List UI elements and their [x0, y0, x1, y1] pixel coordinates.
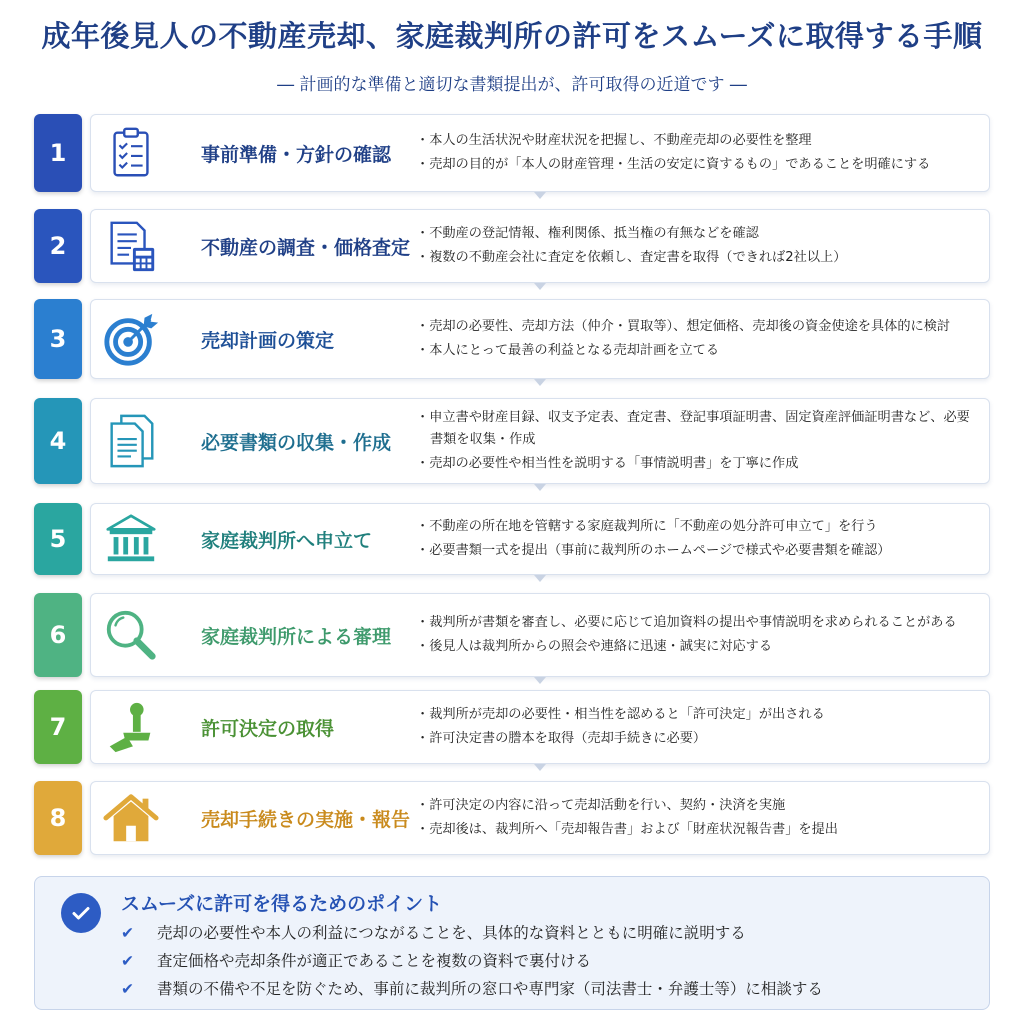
- down-arrow-icon: [534, 192, 546, 199]
- step-7: [34, 690, 990, 764]
- step-number-badge: 5: [34, 503, 82, 575]
- step-number-badge: 6: [34, 593, 82, 677]
- step-2: [34, 209, 990, 283]
- point-item: [121, 919, 969, 947]
- magnifier-icon: [91, 594, 171, 676]
- step-5: [34, 503, 990, 575]
- step-title: 売却手続きの実施・報告: [201, 808, 411, 831]
- step-description: [416, 514, 989, 564]
- step-description: [416, 610, 989, 660]
- documents-icon: [91, 399, 171, 483]
- page-subtitle: ― 計画的な準備と適切な書類提出が、許可取得の近道です ―: [277, 75, 747, 95]
- step-number-badge: 4: [34, 398, 82, 484]
- step-card: [90, 299, 990, 379]
- step-title: 必要書類の収集・作成: [201, 431, 392, 454]
- step-bullet: ・ 必要書類一式を提出（事前に裁判所のホームページで様式や必要書類を確認）: [416, 540, 979, 562]
- step-bullet: ・ 許可決定書の謄本を取得（売却手続きに必要）: [416, 728, 979, 750]
- target-icon: [91, 300, 171, 378]
- document-calculator-icon: [91, 210, 171, 282]
- step-description: [416, 405, 989, 477]
- step-card: [90, 781, 990, 855]
- house-icon: [91, 782, 171, 854]
- step-3: [34, 299, 990, 379]
- clipboard-checklist-icon: [91, 115, 171, 191]
- step-bullet: ・ 本人の生活状況や財産状況を把握し、不動産売却の必要性を整理: [416, 130, 979, 152]
- point-item: [121, 947, 969, 975]
- step-card: [90, 209, 990, 283]
- points-list: [121, 919, 969, 1003]
- point-text: 売却の必要性や本人の利益につながることを、具体的な資料とともに明確に説明する: [157, 924, 746, 942]
- step-number-badge: 7: [34, 690, 82, 764]
- step-bullet: ・ 本人にとって最善の利益となる売却計画を立てる: [416, 340, 979, 362]
- step-bullet: ・ 不動産の登記情報、権利関係、抵当権の有無などを確認: [416, 223, 979, 245]
- point-text: 査定価格や売却条件が適正であることを複数の資料で裏付ける: [157, 952, 592, 970]
- step-card: [90, 593, 990, 677]
- step-number-badge: 1: [34, 114, 82, 192]
- points-title: スムーズに許可を得るためのポイント: [121, 893, 443, 915]
- check-circle-icon: [61, 893, 101, 933]
- stamp-icon: [91, 691, 171, 763]
- step-bullet: ・ 売却の目的が「本人の財産管理・生活の安定に資するもの」であることを明確にする: [416, 154, 979, 176]
- step-description: [416, 793, 989, 843]
- down-arrow-icon: [534, 575, 546, 582]
- down-arrow-icon: [534, 484, 546, 491]
- step-bullet: ・ 売却の必要性、売却方法（仲介・買取等）、想定価格、売却後の資金使途を具体的に検討: [416, 316, 979, 338]
- step-description: [416, 702, 989, 752]
- step-description: [416, 128, 989, 178]
- step-card: [90, 503, 990, 575]
- step-bullet: ・ 不動産の所在地を管轄する家庭裁判所に「不動産の処分許可申立て」を行う: [416, 516, 979, 538]
- down-arrow-icon: [534, 764, 546, 771]
- check-icon: ✔: [121, 952, 134, 970]
- step-description: [416, 221, 989, 271]
- step-title: 事前準備・方針の確認: [201, 143, 392, 166]
- step-bullet: ・ 申立書や財産目録、収支予定表、査定書、登記事項証明書、固定資産評価証明書など、必要書類を収集・作成: [416, 407, 979, 451]
- step-card: [90, 690, 990, 764]
- step-number-badge: 2: [34, 209, 82, 283]
- step-card: [90, 398, 990, 484]
- check-icon: ✔: [121, 924, 134, 942]
- page-title: 成年後見人の不動産売却、家庭裁判所の許可をスムーズに取得する手順: [41, 19, 983, 53]
- step-bullet: ・ 裁判所が書類を審査し、必要に応じて追加資料の提出や事情説明を求められることがある: [416, 612, 979, 634]
- down-arrow-icon: [534, 379, 546, 386]
- step-8: [34, 781, 990, 855]
- step-description: [416, 314, 989, 364]
- step-4: [34, 398, 990, 484]
- down-arrow-icon: [534, 677, 546, 684]
- step-title: 家庭裁判所へ申立て: [201, 529, 373, 552]
- step-bullet: ・ 許可決定の内容に沿って売却活動を行い、契約・決済を実施: [416, 795, 979, 817]
- step-bullet: ・ 後見人は裁判所からの照会や連絡に迅速・誠実に対応する: [416, 636, 979, 658]
- step-title: 許可決定の取得: [201, 717, 335, 740]
- step-1: [34, 114, 990, 192]
- step-number-badge: 3: [34, 299, 82, 379]
- points-box: [34, 876, 990, 1010]
- step-bullet: ・ 裁判所が売却の必要性・相当性を認めると「許可決定」が出される: [416, 704, 979, 726]
- point-item: [121, 975, 969, 1003]
- step-6: [34, 593, 990, 677]
- step-title: 家庭裁判所による審理: [201, 625, 392, 648]
- step-bullet: ・ 売却後は、裁判所へ「売却報告書」および「財産状況報告書」を提出: [416, 819, 979, 841]
- step-bullet: ・ 複数の不動産会社に査定を依頼し、査定書を取得（できれば2社以上）: [416, 247, 979, 269]
- step-title: 不動産の調査・価格査定: [201, 236, 411, 259]
- step-card: [90, 114, 990, 192]
- step-bullet: ・ 売却の必要性や相当性を説明する「事情説明書」を丁寧に作成: [416, 453, 979, 475]
- down-arrow-icon: [534, 283, 546, 290]
- step-number-badge: 8: [34, 781, 82, 855]
- point-text: 書類の不備や不足を防ぐため、事前に裁判所の窓口や専門家（司法書士・弁護士等）に相談する: [157, 980, 823, 998]
- courthouse-icon: [91, 504, 171, 574]
- check-icon: ✔: [121, 980, 134, 998]
- step-title: 売却計画の策定: [201, 329, 335, 352]
